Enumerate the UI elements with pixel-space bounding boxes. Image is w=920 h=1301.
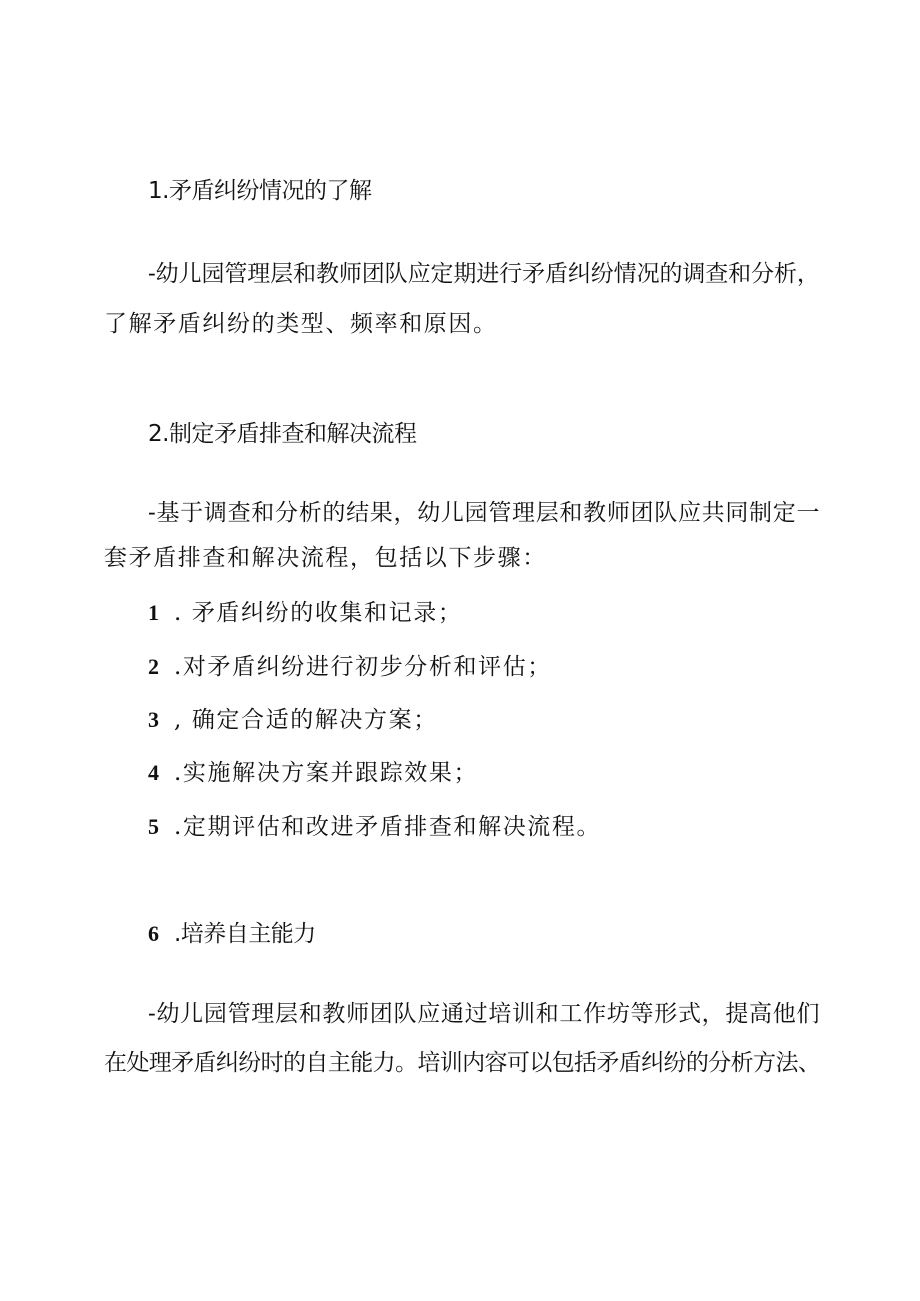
section-2-heading: 2.制定矛盾排查和解决流程 xyxy=(148,421,417,447)
step-number: 3 xyxy=(148,707,161,732)
section-2-paragraph-line-1: -基于调查和分析的结果，幼儿园管理层和教师团队应共同制定一 xyxy=(148,500,821,526)
section-6-heading xyxy=(148,915,316,948)
step-item-5 xyxy=(148,808,601,841)
section-1-paragraph-line-2: 了解矛盾纠纷的类型、频率和原因。 xyxy=(104,311,498,337)
step-number: 1 xyxy=(148,600,161,625)
step-text: , 确定合适的解决方案； xyxy=(174,707,438,733)
step-number: 2 xyxy=(148,654,161,679)
step-item-2 xyxy=(148,648,552,681)
heading-text: .培养自主能力 xyxy=(174,921,316,947)
heading-number: 6 xyxy=(148,921,159,946)
section-1-heading: 1.矛盾纠纷情况的了解 xyxy=(148,178,372,204)
step-number: 4 xyxy=(148,760,161,785)
section-6-paragraph-line-1: -幼儿园管理层和教师团队应通过培训和工作坊等形式，提高他们 xyxy=(148,1001,821,1027)
step-item-3 xyxy=(148,701,438,734)
step-text: .定期评估和改进矛盾排查和解决流程。 xyxy=(174,814,602,840)
step-text: .对矛盾纠纷进行初步分析和评估； xyxy=(174,654,552,680)
section-2-paragraph-line-2: 套矛盾排查和解决流程，包括以下步骤： xyxy=(104,545,547,571)
section-1-paragraph-line-1: -幼儿园管理层和教师团队应定期进行矛盾纠纷情况的调查和分析， xyxy=(148,261,820,287)
step-text: . 矛盾纠纷的收集和记录； xyxy=(174,600,463,626)
section-6-paragraph-line-2: 在处理矛盾纠纷时的自主能力。培训内容可以包括矛盾纠纷的分析方法、 xyxy=(104,1050,821,1076)
step-text: .实施解决方案并跟踪效果； xyxy=(174,760,479,786)
step-number: 5 xyxy=(148,814,161,839)
step-item-1 xyxy=(148,594,462,627)
step-item-4 xyxy=(148,754,478,787)
